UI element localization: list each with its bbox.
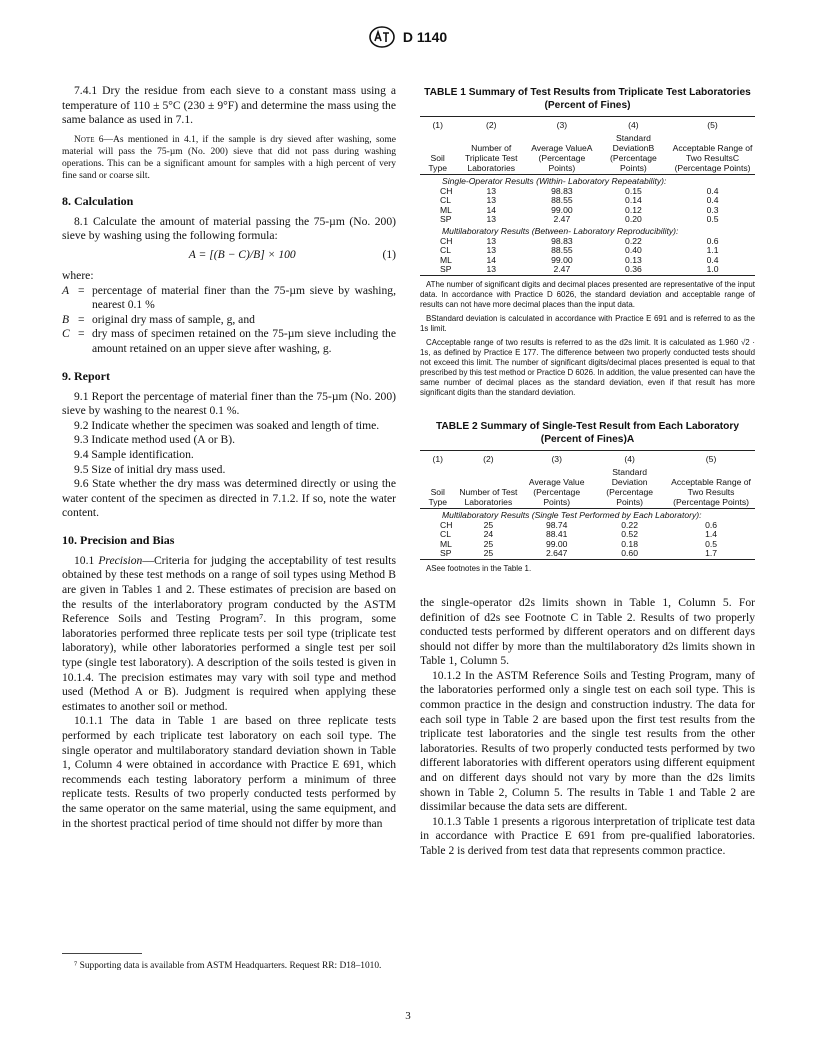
table-cell: CH <box>440 185 453 196</box>
section-heading-report: 9. Report <box>62 368 110 383</box>
report-item: 9.1 Report the percentage of material finer than the 75-µm (No. 200) sieve by washing to the nearest 0.1 %. <box>62 389 396 418</box>
table-cell: 0.3 <box>706 204 719 215</box>
report-list <box>62 390 396 521</box>
table-cell: 0.60 <box>621 548 638 559</box>
paragraph-7-4-1: 7.4.1 Dry the residue from each sieve to a constant mass using a temperature of 110 ± 5°C (230 ± 9°F) and determine the mass using the same balance as used in 7.1. <box>62 84 396 127</box>
table-header-cell: Standard Deviation (Percentage Points) <box>606 466 654 507</box>
note-6 <box>62 134 396 182</box>
note-text: —As mentioned in 4.1, if the sample is dry sieved after washing, some material will pass the 75-µm (No. 200) sieve that did not pass during washing operations. This can be a significant amount for samples with a high percent of very fine sand or coarse silt. <box>62 134 396 181</box>
table-cell: 0.40 <box>625 245 642 256</box>
table-cell: ML <box>440 254 452 265</box>
definition-symbol: C <box>62 327 70 341</box>
footnote-divider <box>62 953 142 954</box>
section-heading-precision: 10. Precision and Bias <box>62 532 175 547</box>
table-row <box>420 206 755 216</box>
table-col-number: (5) <box>705 453 717 464</box>
definition-text: original dry mass of sample, g, and <box>92 312 255 326</box>
table-row <box>420 237 755 247</box>
table-cell: 88.55 <box>551 195 573 206</box>
report-item: 9.2 Indicate whether the specimen was soaked and length of time. <box>74 418 380 432</box>
table-cell: 0.13 <box>625 254 642 265</box>
table-cell: 13 <box>486 195 496 206</box>
right-column <box>420 86 755 859</box>
table-col-number: (2) <box>485 120 497 130</box>
equation-number: (1) <box>382 247 396 261</box>
table-col-number: (3) <box>556 120 568 130</box>
table-cell: 24 <box>483 529 494 540</box>
definition-symbol: A <box>62 283 70 297</box>
table-row <box>420 256 755 266</box>
table-row <box>420 196 755 206</box>
report-item: 9.4 Sample identification. <box>74 447 194 461</box>
table-1-body <box>420 175 755 276</box>
table-cell: 0.18 <box>621 538 638 549</box>
table-header-cell: Acceptable Range of Two ResultsC (Percentage Points) <box>672 143 753 173</box>
paragraph-continued: the single-operator d2s limits shown in Table 1, Column 5. For definition of d2s see Footnote C in Table 2. Results of two properly conducted tests performed by different operators and on different days should not differ by more than the multilaboratory d2s limits shown in Table 1, Column 5. <box>420 595 755 668</box>
table-cell: 14 <box>486 204 496 215</box>
table-footnote: CAcceptable range of two results is referred to as the d2s limit. It is calculated as 1.960 √2 · 1s, as defined by Practice E 177. The difference between two properly conducted tests should not exceed this limit. The number of significant digits/decimal places presented is equal to that prescribed by this test method or Practice D 6026. In addition, the value presented can have the same number of decimal places as the standard deviation, even if that result has more significant digits than the standard deviation. <box>420 337 755 397</box>
equation-formula: A = [(B − C)/B] × 100 <box>188 247 296 261</box>
table-2-grid <box>420 450 755 560</box>
table-row <box>420 549 755 559</box>
table-header-cell: Soil Type <box>428 153 448 173</box>
table-cell: 13 <box>486 245 496 256</box>
table-2-body <box>420 508 755 559</box>
table-header-cell: Number of Triplicate Test Laboratories <box>464 143 518 173</box>
section-heading-calculation: 8. Calculation <box>62 193 134 208</box>
definition-text: dry mass of specimen retained on the 75-µm sieve including the amount retained on an upper sieve after washing, g. <box>92 327 396 355</box>
definition-item: B = original dry mass of sample, g, and <box>62 313 396 328</box>
table-cell: 13 <box>486 235 496 246</box>
definition-item: C = dry mass of specimen retained on the 75-µm sieve including the amount retained on an upper sieve after washing, g. <box>62 327 396 355</box>
table-cell: 0.52 <box>621 529 638 540</box>
table-cell: CH <box>440 235 453 246</box>
table-row <box>420 265 755 275</box>
table-cell: SP <box>440 264 452 275</box>
table-cell: 25 <box>483 519 494 530</box>
report-item: 9.6 State whether the dry mass was determined directly or using the water content of the specimen as directed in 7.1.2. If so, note the water content. <box>62 477 396 520</box>
table-cell: 25 <box>483 548 494 559</box>
table-cell: 1.4 <box>705 529 718 540</box>
table-header-cell: Acceptable Range of Two Results (Percentage Points) <box>671 476 751 507</box>
paragraph-10-1-2: 10.1.2 In the ASTM Reference Soils and Testing Program, many of the laboratories performed only a single test on each soil type. This is common practice in the design and construction industry. The data for each soil type in Table 2 are based upon the first test results from the triplicate test laboratories and the single test results from the other laboratories. Results of two properly conducted tests performed by two different laboratories with different operators using different equipment and on different days should not vary by more than the d2s limits shown in Table 2, Column 5. The results in Table 1 and Table 2 are dissimilar because the data sets are different. <box>420 668 755 814</box>
table-cell: 98.83 <box>551 185 573 196</box>
report-item: 9.5 Size of initial dry mass used. <box>74 462 226 476</box>
table-cell: SP <box>440 548 452 559</box>
definition-symbol: B <box>62 312 70 326</box>
left-column <box>62 84 396 831</box>
definition-item: A = percentage of material finer than the 75-µm sieve by washing, nearest 0.1 % <box>62 283 396 312</box>
table-2 <box>420 420 755 574</box>
table-col-number: (5) <box>707 120 718 130</box>
table-cell: CL <box>440 529 451 540</box>
table-cell: 99.00 <box>551 204 573 215</box>
table-cell: 0.12 <box>625 204 642 215</box>
footnote-7: ⁷ Supporting data is available from ASTM Headquarters. Request RR: D18–1010. <box>74 961 382 971</box>
table-cell: 0.6 <box>705 519 718 530</box>
table-cell: 99.00 <box>551 254 573 265</box>
table-cell: 0.22 <box>621 519 638 530</box>
table-cell: 98.83 <box>551 235 573 246</box>
table-header-cell: Average ValueA (Percentage Points) <box>531 143 593 173</box>
table-cell: 14 <box>486 254 496 265</box>
table-cell: 88.55 <box>551 245 573 256</box>
table-cell: 0.14 <box>625 195 642 206</box>
report-item: 9.3 Indicate method used (A or B). <box>74 433 235 447</box>
table-section-label: Multilaboratory Results (Between- Laboratory Reproducibility): <box>442 225 679 236</box>
table-cell: 1.1 <box>706 245 719 256</box>
note-label: Note 6 <box>74 134 104 145</box>
table-footnote: AThe number of significant digits and decimal places presented are representative of the input data. In accordance with Practice D 6026, the standard deviation and acceptable range of results can not have more decimal places than the input data. <box>420 279 755 309</box>
table-cell: 2.47 <box>553 214 571 225</box>
table-col-number: (2) <box>483 453 494 464</box>
table-section-label: Single-Operator Results (Within- Laboratory Repeatability): <box>442 176 667 186</box>
table-cell: 1.0 <box>706 264 719 275</box>
table-header-cell: Number of Test Laboratories <box>459 486 518 507</box>
table-cell: 1.7 <box>705 548 718 559</box>
table-row <box>420 187 755 197</box>
table-cell: CL <box>440 195 451 206</box>
table-cell: ML <box>440 538 452 549</box>
table-row <box>420 215 755 225</box>
definition-list <box>62 284 396 357</box>
table-cell: 13 <box>486 264 496 275</box>
where-label: where: <box>62 268 94 282</box>
table-2-title: TABLE 2 Summary of Single-Test Result from Each Laboratory (Percent of Fines)A <box>435 420 740 445</box>
table-cell: 0.22 <box>625 235 642 246</box>
table-cell: 88.41 <box>545 529 568 540</box>
table-cell: 13 <box>486 214 496 225</box>
table-header-cell: Average Value (Percentage Points) <box>528 476 585 507</box>
table-cell: 13 <box>486 185 496 196</box>
table-cell: 98.74 <box>545 519 568 530</box>
table-cell: 0.4 <box>706 185 719 196</box>
table-cell: 99.00 <box>545 538 568 549</box>
table-1-title: TABLE 1 Summary of Test Results from Triplicate Test Laboratories (Percent of Fines) <box>424 87 751 111</box>
page-header <box>0 26 816 48</box>
table-col-number: (4) <box>628 120 639 130</box>
table-cell: 25 <box>483 538 494 549</box>
table-col-number: (1) <box>432 453 444 464</box>
table-footnote: BStandard deviation is calculated in accordance with Practice E 691 and is referred to as the 1s limit. <box>420 313 755 333</box>
table-section-label: Multilaboratory Results (Single Test Performed by Each Laboratory): <box>442 509 702 520</box>
table-cell: CL <box>440 245 451 256</box>
table-cell: ML <box>440 204 452 215</box>
table-cell: 0.4 <box>706 254 719 265</box>
equation <box>62 248 396 261</box>
table-cell: SP <box>440 214 452 225</box>
page-number: 3 <box>405 1010 411 1022</box>
paragraph-10-1-1: 10.1.1 The data in Table 1 are based on three replicate tests performed by each triplicate test laboratory on each soil type. The single operator and multilaboratory standard deviation shown in Table 1, Column 4 were obtained in accordance with Practice E 691, which recommends each testing laboratory perform a minimum of three replicate tests. Results of two properly conducted tests performed by the same operator on the same material, using the same equipment, and in the shortest practical period of time should not differ by more than <box>62 714 396 830</box>
paragraph-10-1-3: 10.1.3 Table 1 presents a rigorous interpretation of triplicate test data in accordance with Practice E 691 from pre-qualified laboratories. Table 2 is derived from test data that represents common practice. <box>420 814 755 857</box>
table-cell: 0.20 <box>625 214 642 225</box>
table-1-grid <box>420 116 755 276</box>
table-col-number: (1) <box>432 120 443 130</box>
table-header-cell: Standard DeviationB (Percentage Points) <box>610 133 657 173</box>
table-cell: 0.5 <box>705 538 718 549</box>
table-cell: 0.6 <box>706 235 719 246</box>
table-cell: CH <box>440 519 453 530</box>
table-cell: 0.36 <box>625 264 642 275</box>
table-cell: 2.47 <box>553 264 571 275</box>
astm-logo-icon <box>369 26 395 48</box>
paragraph-10-1: 10.1 Precision—Criteria for judging the acceptability of test results obtained by these test methods on a range of soil types using Method B are given in Tables 1 and 2. These estimates of precision are based on the results of the interlaboratory program conducted by the ASTM Reference Soils and Testing Program⁷. In this program, some laboratories performed three replicate tests per soil type (triplicate test laboratory), while other laboratories performed a single test per soil type (single test laboratory). A description of the soils tested is given in 10.1.4. The precision estimates may vary with soil type and method used (Method A or B). Judgment is required when applying these estimates to another soil or method. <box>62 553 397 713</box>
table-1 <box>420 86 755 398</box>
table-col-number: (4) <box>624 453 635 464</box>
paragraph-8-1: 8.1 Calculate the amount of material passing the 75-µm (No. 200) sieve by washing using the following formula: <box>62 214 396 243</box>
table-cell: 0.5 <box>706 214 719 225</box>
table-col-number: (3) <box>551 453 562 464</box>
definition-text: percentage of material finer than the 75-µm sieve by washing, nearest 0.1 % <box>92 283 396 312</box>
table-cell: 0.15 <box>625 185 642 196</box>
table-cell: 0.4 <box>706 195 719 206</box>
table-cell: 2.647 <box>545 548 568 559</box>
table-row <box>420 246 755 256</box>
table-header-cell: Soil Type <box>428 486 448 507</box>
table-footnote: ASee footnotes in the Table 1. <box>426 563 532 573</box>
designation: D 1140 <box>402 29 448 45</box>
